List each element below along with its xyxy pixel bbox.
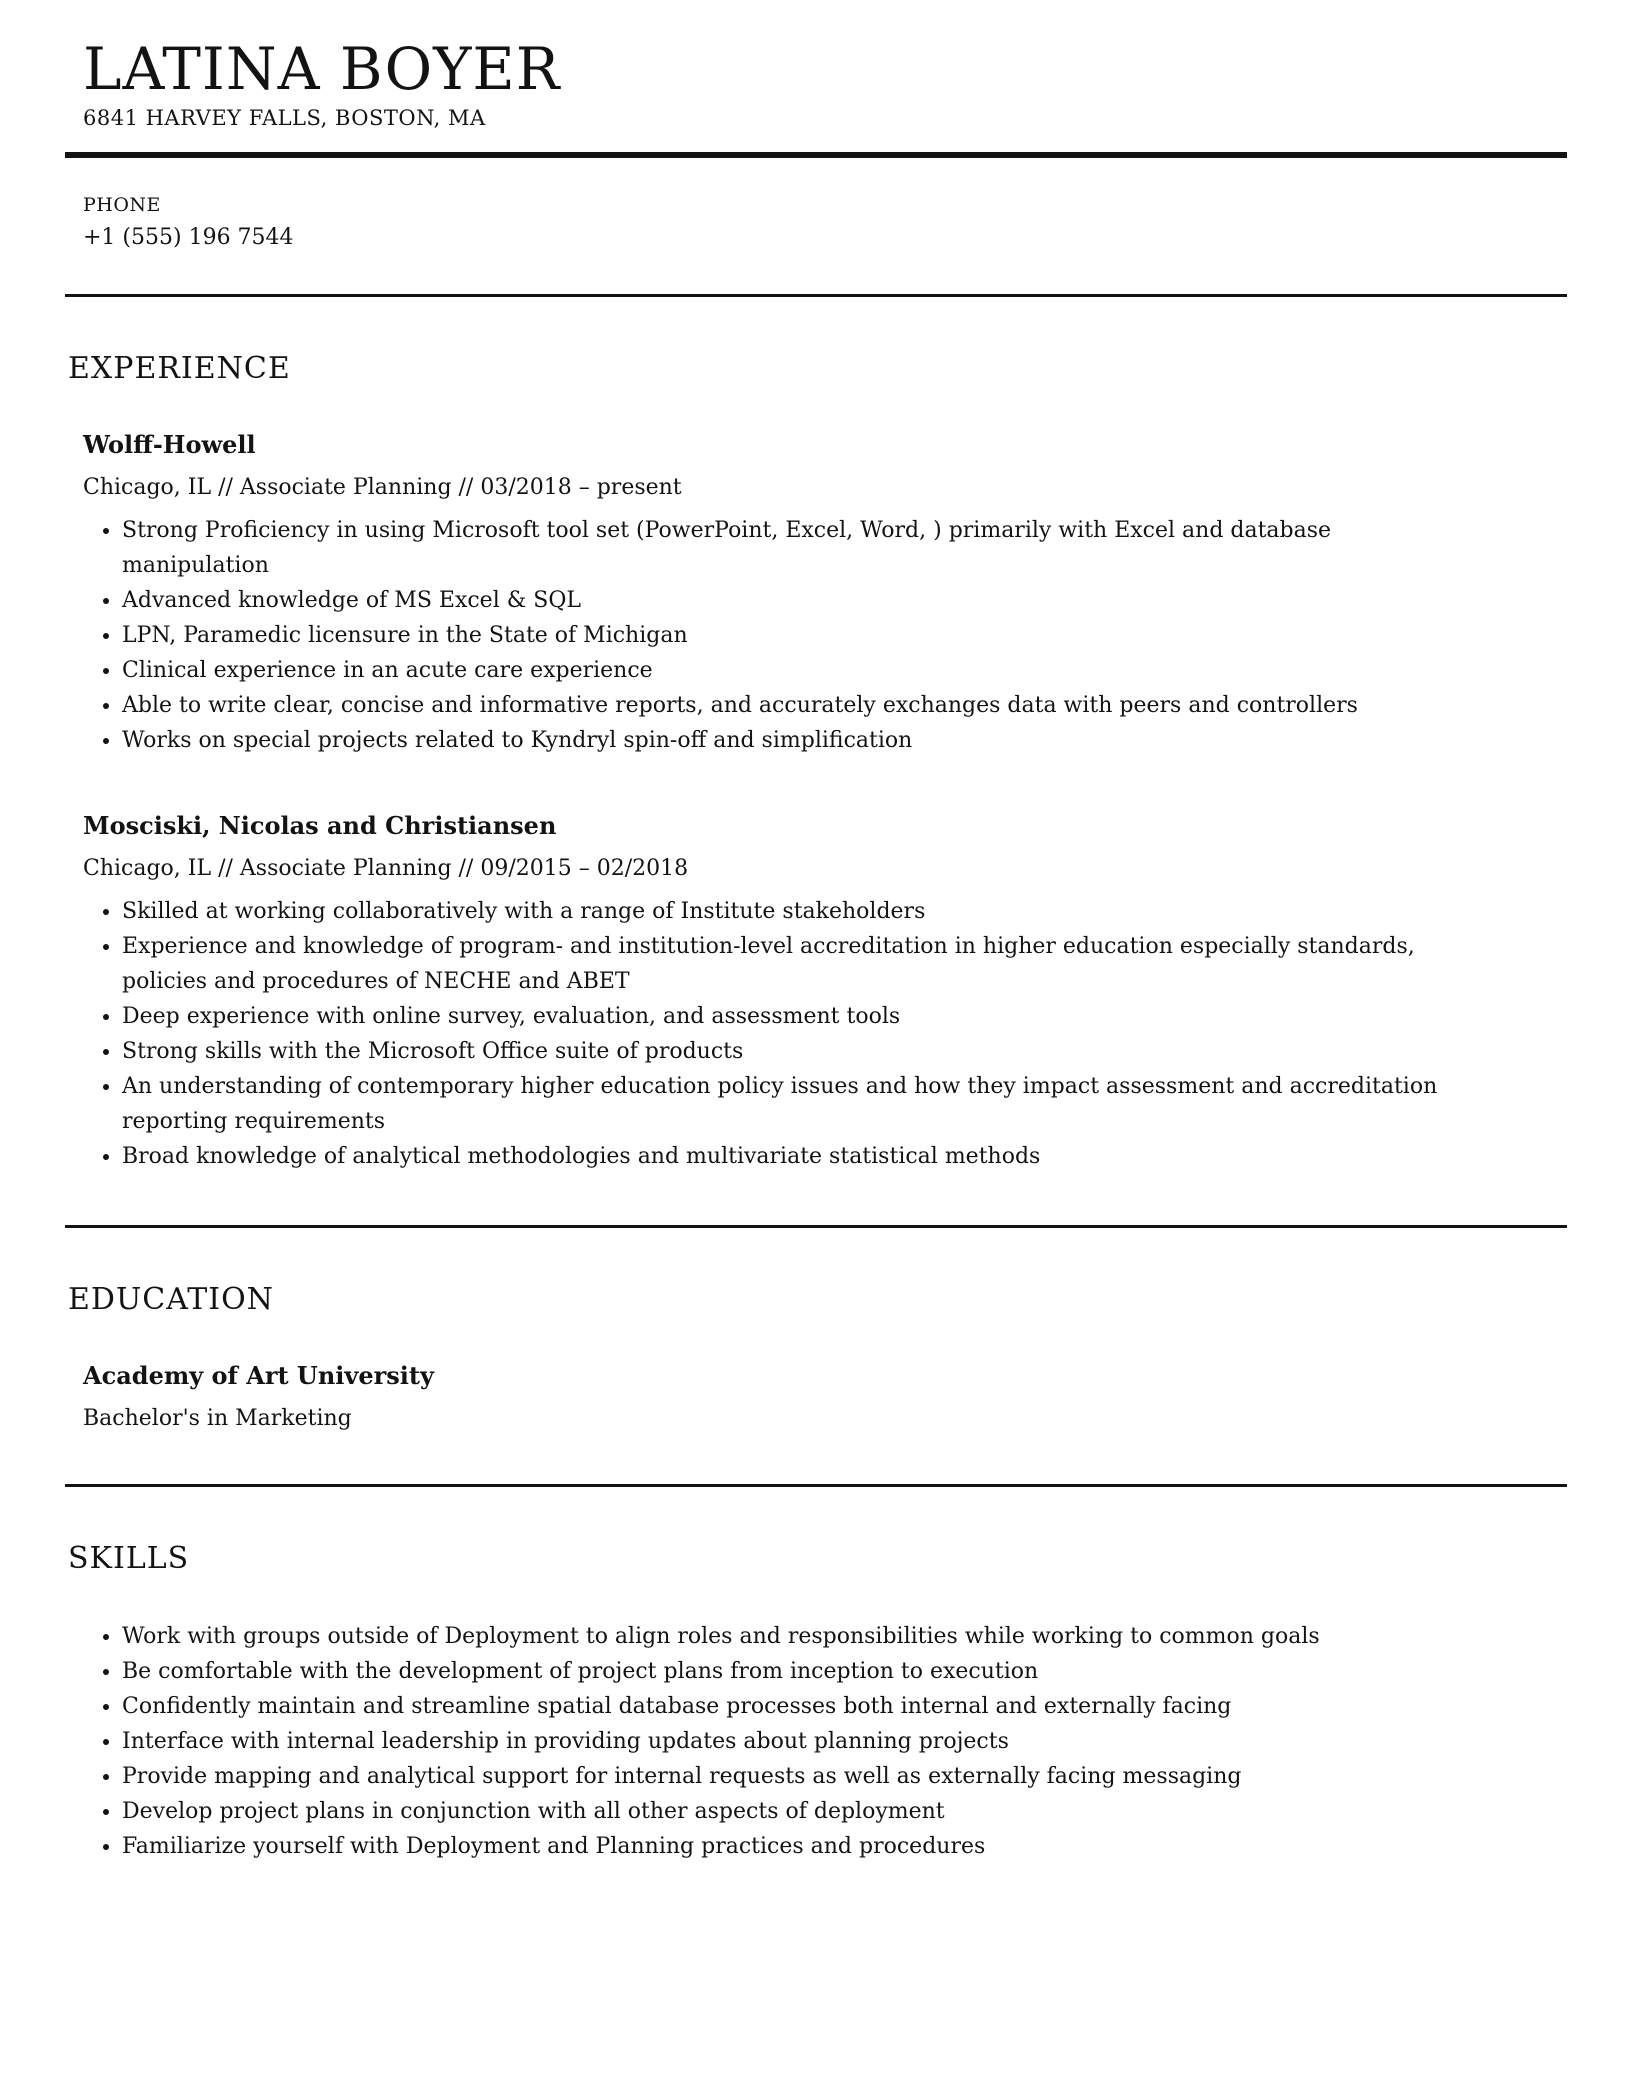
section-divider [65,1225,1567,1228]
bullet-item: • Provide mapping and analytical support for internal requests as well as externally facing messaging [122,1759,1467,1794]
resume-header [83,35,1567,130]
experience-section-title: EXPERIENCE [68,350,291,386]
bullet-item: • Able to write clear, concise and informative reports, and accurately exchanges data with peers and controllers [122,688,1467,723]
bullet-item: • Work with groups outside of Deployment to align roles and responsibilities while working to common goals [122,1619,1467,1654]
bullet-item: • Develop project plans in conjunction with all other aspects of deployment [122,1794,1467,1829]
bullet-item: • Strong skills with the Microsoft Office suite of products [122,1034,1467,1069]
job-bullet-list [83,894,1567,1174]
job-entry [83,810,1567,1174]
bullet-item: • Be comfortable with the development of project plans from inception to execution [122,1654,1467,1689]
bullet-item: • Interface with internal leadership in providing updates about planning projects [122,1724,1467,1759]
job-company: Wolff-Howell [83,430,256,460]
header-divider [65,152,1567,158]
bullet-item: • Clinical experience in an acute care experience [122,653,1467,688]
experience-section [65,350,1567,1174]
job-entry [83,429,1567,758]
education-section [65,1281,1567,1433]
education-school: Academy of Art University [83,1361,434,1391]
bullet-item: • Familiarize yourself with Deployment and Planning practices and procedures [122,1829,1467,1864]
job-meta: Chicago, IL // Associate Planning // 03/2018 – present [83,475,682,501]
section-divider [65,1484,1567,1487]
person-address: 6841 HARVEY FALLS, BOSTON, MA [83,105,486,130]
bullet-item: • Deep experience with online survey, evaluation, and assessment tools [122,999,1467,1034]
person-name: LATINA BOYER [83,35,561,103]
bullet-item: • Experience and knowledge of program- and institution-level accreditation in higher education especially standards, policies and procedures of NECHE and ABET [122,929,1467,999]
skills-bullet-list [65,1619,1567,1864]
bullet-item: • LPN, Paramedic licensure in the State of Michigan [122,618,1467,653]
bullet-item: • Advanced knowledge of MS Excel & SQL [122,583,1467,618]
bullet-item: • Confidently maintain and streamline spatial database processes both internal and externally facing [122,1689,1467,1724]
bullet-item: • An understanding of contemporary higher education policy issues and how they impact assessment and accreditation reporting requirements [122,1069,1467,1139]
job-meta: Chicago, IL // Associate Planning // 09/2015 – 02/2018 [83,856,689,882]
job-bullet-list [83,513,1567,758]
bullet-item: • Works on special projects related to Kyndryl spin-off and simplification [122,723,1467,758]
phone-label: PHONE [83,193,161,216]
contact-section [83,194,1567,250]
skills-section-title: SKILLS [68,1541,190,1577]
phone-number: +1 (555) 196 7544 [83,224,294,250]
skills-section [65,1540,1567,1864]
education-section-title: EDUCATION [68,1281,274,1317]
section-divider [65,294,1567,297]
education-degree: Bachelor's in Marketing [83,1405,352,1431]
bullet-item: • Skilled at working collaboratively with a range of Institute stakeholders [122,894,1467,929]
education-entry [83,1360,1567,1433]
job-company: Mosciski, Nicolas and Christiansen [83,811,557,841]
bullet-item: • Strong Proficiency in using Microsoft tool set (PowerPoint, Excel, Word, ) primarily with Excel and database manipulation [122,513,1467,583]
bullet-item: • Broad knowledge of analytical methodologies and multivariate statistical methods [122,1139,1467,1174]
